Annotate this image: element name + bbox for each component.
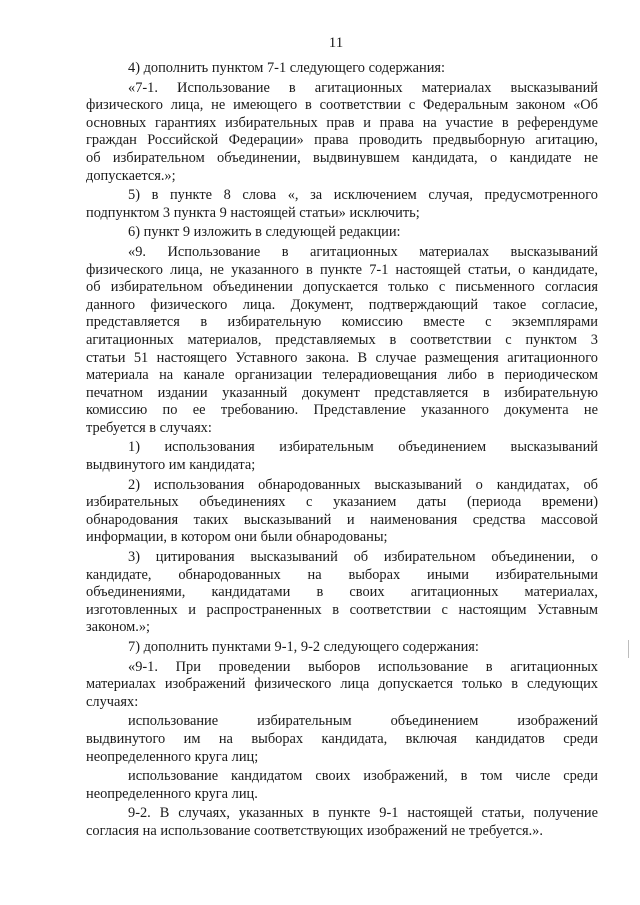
text-line: использование кандидатом своих изображений, в том числе среди [128, 768, 598, 785]
paragraph-p4 [86, 224, 598, 242]
paragraph-p3 [86, 187, 598, 222]
document-body [86, 60, 598, 843]
text-line: использование избирательным объединением изображений [128, 713, 598, 730]
text-line: «9. Использование в агитационных материалах высказываний [128, 243, 598, 260]
text-line: 7) дополнить пунктами 9-1, 9-2 следующего содержания: [128, 639, 479, 655]
text-line: 1) использования избирательным объединением высказываний [128, 439, 598, 456]
paragraph-p2 [86, 80, 598, 186]
paragraph-p8 [86, 549, 598, 637]
text-line: об избирательном объединении, выдвинувшем кандидата, о кандидате не [86, 149, 598, 166]
text-line: физического лица, не имеющего в соответствии с Федеральным законом «Об [86, 97, 598, 114]
text-line: обнародования таких высказываний и наименования средства массовой [86, 511, 598, 528]
text-line: подпунктом 3 пункта 9 настоящей статьи» исключить; [86, 204, 420, 221]
text-line: выдвинутого им на выборах кандидата, включая кандидатов среди [86, 730, 598, 747]
text-line: 2) использования обнародованных высказываний о кандидатах, об [128, 476, 598, 493]
text-line: неопределенного круга лиц. [86, 785, 258, 802]
text-line: данного физического лица. Документ, подтверждающий такое согласие, [86, 296, 598, 313]
text-line: печатном издании указанный документ представляется в избирательную [86, 384, 598, 401]
paragraph-p11 [86, 713, 598, 766]
text-line: 9-2. В случаях, указанных в пункте 9-1 настоящей статьи, получение [128, 805, 598, 822]
text-line: допускается.»; [86, 167, 176, 184]
paragraph-p9 [86, 639, 598, 657]
text-line: 3) цитирования высказываний об избирательном объединении, о [128, 549, 598, 566]
text-line: комиссию по ее требованию. Представление указанного документа не [86, 402, 598, 419]
text-line: статьи 51 настоящего Уставного закона. В случае размещения агитационного [86, 349, 598, 366]
text-line: об избирательном объединении допускается только с письменного согласия [86, 279, 598, 296]
text-line: 4) дополнить пунктом 7-1 следующего содержания: [128, 60, 446, 76]
text-line: физического лица, не указанного в пункте 7-1 настоящей статьи, о кандидате, [86, 261, 598, 278]
paragraph-gap [86, 841, 598, 843]
text-line: основных гарантиях избирательных прав и права на участие в референдуме [86, 114, 598, 131]
text-line: «7-1. Использование в агитационных материалах высказываний [128, 79, 598, 96]
text-line: представляется в избирательную комиссию вместе с экземплярами [86, 314, 598, 331]
text-line: «9-1. При проведении выборов использование в агитационных [128, 658, 598, 675]
paragraph-p7 [86, 477, 598, 547]
text-line: избирательных объединениях с указанием даты (периода времени) [86, 494, 598, 511]
scan-edge-mark [628, 640, 629, 658]
paragraph-p1 [86, 60, 598, 78]
text-line: материала на канале организации телерадиовещания либо в периодическом [86, 367, 598, 384]
text-line: агитационных материалов, представляемых в соответствии с пунктом 3 [86, 331, 598, 348]
text-line: требуется в случаях: [86, 419, 212, 436]
text-line: материалах изображений физического лица допускается только в следующих [86, 676, 598, 693]
text-line: изготовленных и распространенных в соответствии с настоящим Уставным [86, 601, 598, 618]
paragraph-p6 [86, 439, 598, 474]
text-line: неопределенного круга лиц; [86, 748, 259, 765]
text-line: 6) пункт 9 изложить в следующей редакции: [128, 224, 401, 241]
text-line: граждан Российской Федерации» права проводить предвыборную агитацию, [86, 132, 598, 149]
text-line: согласия на использование соответствующих изображений не требуется.». [86, 822, 543, 839]
paragraph-p10 [86, 659, 598, 712]
text-line: объединениями, кандидатами в своих агитационных материалах, [86, 584, 598, 601]
text-line: случаях: [86, 693, 139, 710]
text-line: кандидате, обнародованных на выборах иными избирательными [86, 566, 598, 583]
page-number: 11 [328, 35, 344, 51]
text-line: выдвинутого им кандидата; [86, 457, 256, 474]
paragraph-p12 [86, 768, 598, 803]
paragraph-p13 [86, 805, 598, 840]
text-line: законом.»; [86, 619, 151, 636]
text-line: 5) в пункте 8 слова «, за исключением случая, предусмотренного [128, 187, 598, 204]
text-line: информации, в котором они были обнародованы; [86, 529, 388, 546]
paragraph-p5 [86, 244, 598, 438]
